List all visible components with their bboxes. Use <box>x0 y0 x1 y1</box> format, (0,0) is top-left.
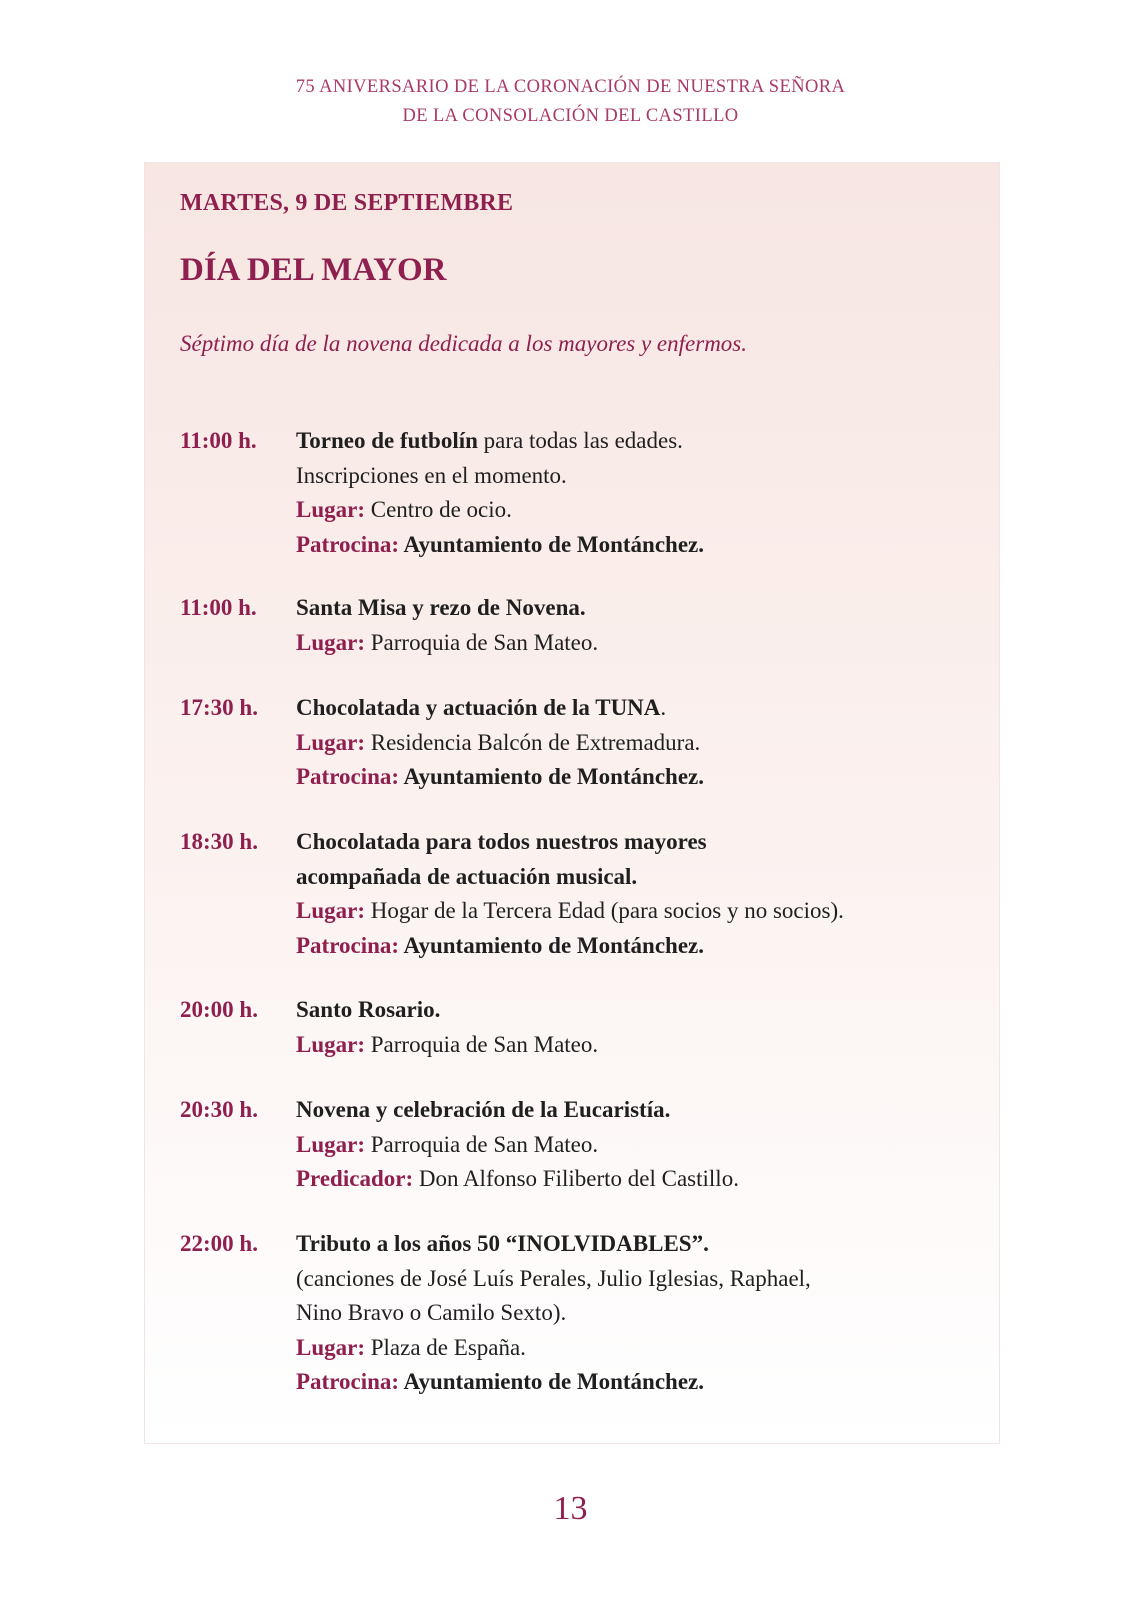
lugar-label: Lugar: <box>296 898 365 924</box>
patrocina-label: Patrocina: <box>296 932 400 958</box>
patrocina-label: Patrocina: <box>296 1369 400 1395</box>
day-date: MARTES, 9 DE SEPTIEMBRE <box>180 190 514 216</box>
event-time: 11:00 h. <box>180 595 257 620</box>
lugar-label: Lugar: <box>296 1131 365 1157</box>
predicador-label: Predicador: <box>296 1166 414 1192</box>
event-predicador: Don Alfonso Filiberto del Castillo. <box>413 1166 739 1192</box>
lugar-label: Lugar: <box>296 629 365 655</box>
event-patrocina: Ayuntamiento de Montánchez. <box>399 932 705 958</box>
event-lugar: Parroquia de San Mateo. <box>365 1131 599 1157</box>
header-line-2: DE LA CONSOLACIÓN DEL CASTILLO <box>402 106 739 126</box>
event-note: Inscripciones en el momento. <box>296 462 567 488</box>
event-title: Santa Misa y rezo de Novena. <box>296 595 586 620</box>
event-lugar: Residencia Balcón de Extremadura. <box>365 729 701 755</box>
event-patrocina: Ayuntamiento de Montánchez. <box>399 764 705 790</box>
event-title-tail: para todas las edades. <box>477 428 683 453</box>
event-details <box>296 591 996 660</box>
running-header <box>0 73 1141 131</box>
event-title-tail: . <box>660 695 667 720</box>
event-note: (canciones de José Luís Perales, Julio Iglesias, Raphael, <box>296 1265 811 1291</box>
day-program-panel <box>144 162 1000 1444</box>
event-details <box>296 993 996 1062</box>
event-time: 20:30 h. <box>180 1097 258 1122</box>
event-time: 11:00 h. <box>180 428 257 453</box>
event-lugar: Hogar de la Tercera Edad (para socios y no socios). <box>365 898 844 924</box>
event-note-2: Nino Bravo o Camilo Sexto). <box>296 1300 567 1326</box>
day-subtitle: Séptimo día de la novena dedicada a los mayores y enfermos. <box>180 331 748 356</box>
event-patrocina: Ayuntamiento de Montánchez. <box>399 1369 705 1395</box>
event-lugar: Plaza de España. <box>365 1334 526 1360</box>
event-time: 20:00 h. <box>180 997 258 1022</box>
event-title: Chocolatada para todos nuestros mayores <box>296 829 707 854</box>
event-title: Novena y celebración de la Eucaristía. <box>296 1097 671 1122</box>
lugar-label: Lugar: <box>296 1031 365 1057</box>
event-patrocina: Ayuntamiento de Montánchez. <box>399 531 705 557</box>
day-title: DÍA DEL MAYOR <box>180 252 447 288</box>
event-time: 22:00 h. <box>180 1231 258 1256</box>
event-title: Torneo de futbolín <box>296 428 478 453</box>
header-line-1: 75 ANIVERSARIO DE LA CORONACIÓN DE NUESTRA SEÑORA <box>295 77 846 97</box>
event-title-line2: acompañada de actuación musical. <box>296 863 638 889</box>
patrocina-label: Patrocina: <box>296 531 400 557</box>
event-details <box>296 424 996 562</box>
patrocina-label: Patrocina: <box>296 764 400 790</box>
event-lugar: Parroquia de San Mateo. <box>365 1031 599 1057</box>
event-title: Chocolatada y actuación de la TUNA <box>296 695 661 720</box>
event-details <box>296 1093 996 1197</box>
event-details <box>296 1227 996 1400</box>
event-title: Tributo a los años 50 “INOLVIDABLES”. <box>296 1231 709 1256</box>
lugar-label: Lugar: <box>296 497 365 523</box>
event-lugar: Parroquia de San Mateo. <box>365 629 599 655</box>
event-details <box>296 825 996 963</box>
page-number: 13 <box>553 1490 588 1527</box>
lugar-label: Lugar: <box>296 1334 365 1360</box>
lugar-label: Lugar: <box>296 729 365 755</box>
event-lugar: Centro de ocio. <box>365 497 512 523</box>
event-title: Santo Rosario. <box>296 997 441 1022</box>
event-time: 17:30 h. <box>180 695 258 720</box>
event-details <box>296 691 996 795</box>
event-time: 18:30 h. <box>180 829 258 854</box>
